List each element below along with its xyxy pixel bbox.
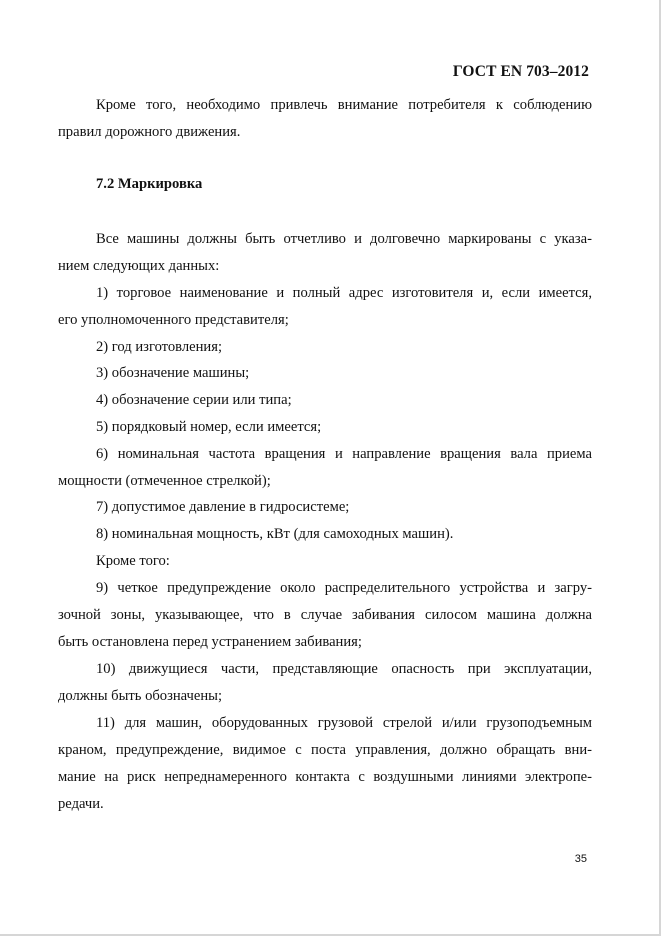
lead-line-2: нием следующих данных:: [58, 258, 220, 274]
list-item-1-line-1: 1) торговое наименование и полный адрес изготовителя и, если имеется,: [96, 285, 592, 301]
list-item-7: 7) допустимое давление в гидросистеме;: [96, 499, 350, 515]
list-item-6-line-2: мощности (отмеченное стрелкой);: [58, 473, 271, 489]
list-item-11-line-3: мание на риск непреднамеренного контакта с воздушными линиями электропе-: [58, 769, 592, 785]
list-item-11-line-2: краном, предупреждение, видимое с поста управления, должно обращать вни-: [58, 742, 592, 758]
page-number: 35: [574, 853, 587, 865]
list-item-11-line-4: редачи.: [58, 796, 104, 812]
lead-line-1: Все машины должны быть отчетливо и долговечно маркированы с указа-: [96, 231, 592, 247]
list-item-4: 4) обозначение серии или типа;: [96, 392, 292, 408]
document-code: ГОСТ EN 703–2012: [452, 63, 589, 80]
list-item-9-line-3: быть остановлена перед устранением забивания;: [58, 634, 362, 650]
besides-label: Кроме того:: [96, 553, 170, 569]
list-item-3: 3) обозначение машины;: [96, 365, 250, 381]
list-item-5: 5) порядковый номер, если имеется;: [96, 419, 322, 435]
list-item-11-line-1: 11) для машин, оборудованных грузовой стрелой и/или грузоподъемным: [96, 715, 592, 731]
intro-line-1: Кроме того, необходимо привлечь внимание потребителя к соблюдению: [96, 97, 592, 113]
intro-line-2: правил дорожного движения.: [58, 124, 241, 140]
list-item-2: 2) год изготовления;: [96, 339, 223, 355]
list-item-10-line-2: должны быть обозначены;: [58, 688, 223, 704]
list-item-1-line-2: его уполномоченного представителя;: [58, 312, 289, 328]
section-heading: 7.2 Маркировка: [96, 176, 203, 192]
list-item-9-line-2: зочной зоны, указывающее, что в случае забивания силосом машина должна: [58, 607, 592, 623]
list-item-8: 8) номинальная мощность, кВт (для самоходных машин).: [96, 526, 454, 542]
list-item-10-line-1: 10) движущиеся части, представляющие опасность при эксплуатации,: [96, 661, 592, 677]
list-item-6-line-1: 6) номинальная частота вращения и направление вращения вала приема: [96, 446, 592, 462]
list-item-9-line-1: 9) четкое предупреждение около распределительного устройства и загру-: [96, 580, 592, 596]
